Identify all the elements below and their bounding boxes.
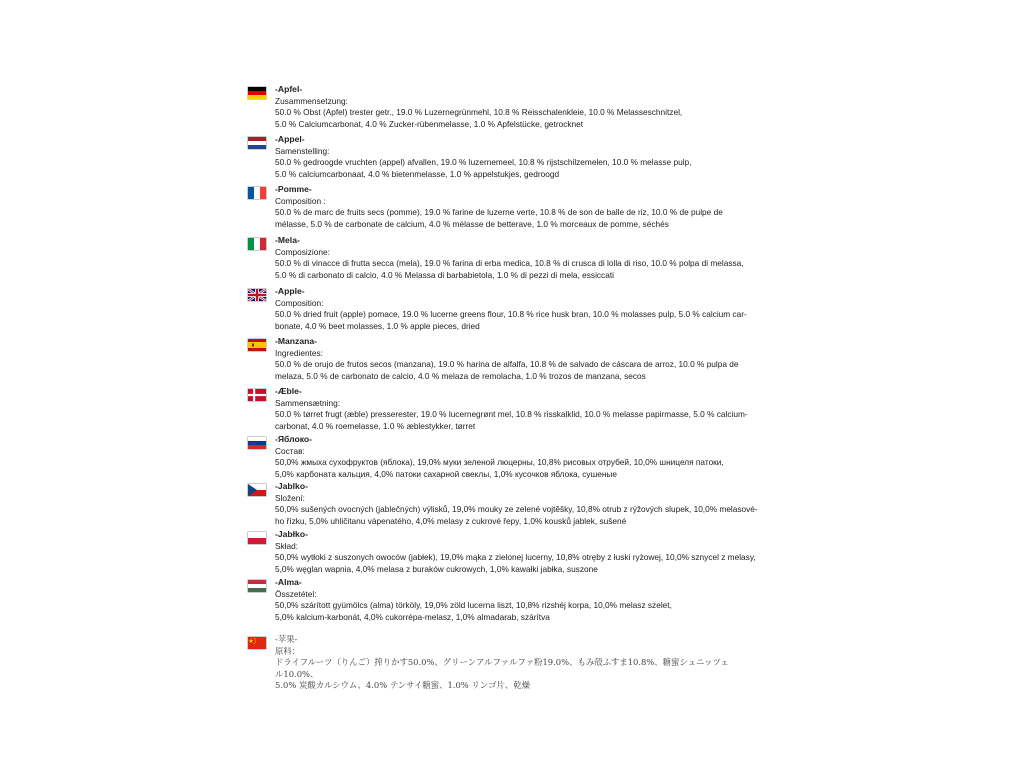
entry-name: -Alma- <box>275 577 302 587</box>
uk-flag-icon <box>248 289 266 301</box>
china-flag-icon <box>248 637 266 649</box>
entry-text-line: 5.0 % Calciumcarbonat, 4.0 % Zucker-rübenmelasse, 1.0 % Apfelstücke, getrocknet <box>275 118 584 129</box>
entry-spanish <box>248 336 778 386</box>
entry-polish <box>248 529 778 577</box>
entry-label: Složení: <box>275 492 305 503</box>
entry-text-line: 50,0% wytłoki z suszonych owoców (jabłek), 19,0% mąka z zielonej lucerny, 10,8% otręby z łuski ryżowej, 10,0% sznycel z melasy, <box>275 552 756 562</box>
entry-dutch <box>248 134 778 184</box>
entry-label: Composition : <box>275 195 326 206</box>
entry-label: Composition: <box>275 297 324 308</box>
entry-text-line: mélasse, 5.0 % de carbonate de calcium, 4.0 % mélasse de betterave, 1.0 % morceaux de pomme, séchés <box>275 218 669 229</box>
entry-text-line: 5,0% карбоната кальция, 4,0% патоки сахарной свеклы, 1,0% кусочков яблока, сушеные <box>275 468 617 479</box>
entry-label: Összetétel: <box>275 588 317 599</box>
entry-name: -Pomme- <box>275 184 312 194</box>
france-flag-icon <box>248 187 266 199</box>
entry-text-line: ドライフルーツ（りんご）搾りかす50.0%、グリーンアルファルファ粉19.0%、もみ殻ふすま10.8%、糖蜜シュニッツェ <box>275 657 729 667</box>
entry-label: Samenstelling: <box>275 145 330 156</box>
entry-text-line: 5.0 % calciumcarbonaat, 4.0 % bietenmelasse, 1.0 % appelstukjes, gedroogd <box>275 168 560 179</box>
russia-flag-icon <box>248 437 266 449</box>
entry-text-line: 50.0 % gedroogde vruchten (appel) afvallen, 19.0 % luzernemeel, 10.8 % rijstschilzemelen, 10.0 % melasse pulp, <box>275 157 692 167</box>
ingredients-document <box>248 84 778 692</box>
entry-english <box>248 286 778 336</box>
entry-text-line: melaza, 5.0 % de carbonato de calcio, 4.0 % melaza de remolacha, 1.0 % trozos de manzana, secos <box>275 370 646 381</box>
denmark-flag-icon <box>248 389 266 401</box>
entry-text-line: ho řízku, 5,0% uhličitanu vápenatého, 4,0% melasy z cukrové řepy, 1,0% kousků jablek, sušené <box>275 515 627 526</box>
entry-name: -Яблоко- <box>275 434 313 444</box>
germany-flag-icon <box>248 87 266 99</box>
entry-name: -Jabłko- <box>275 529 308 539</box>
entry-name: -Apple- <box>275 286 305 296</box>
entry-name: -Apfel- <box>275 84 303 94</box>
entry-label: Состав: <box>275 445 305 456</box>
entry-russian <box>248 434 778 481</box>
entry-label: Skład: <box>275 540 299 551</box>
entry-czech <box>248 481 778 529</box>
entry-danish <box>248 386 778 434</box>
entry-text-line: 50.0 % de marc de fruits secs (pomme), 19.0 % farine de luzerne verte, 10.8 % de son de balle de riz, 10.0 % de pulpe de <box>275 207 723 217</box>
entry-text-line: 50,0% жмыха сухофруктов (яблока), 19,0% муки зеленой люцерны, 10,8% рисовых отрубей, 10,0% шницеля патоки, <box>275 457 724 467</box>
entry-text-line: 50,0% szárított gyümölcs (alma) törköly, 19,0% zöld lucerna liszt, 10,8% rizshéj korpa, 10,0% melasz szelet, <box>275 600 672 610</box>
entry-name: -Manzana- <box>275 336 318 346</box>
entry-text-line: 50.0 % dried fruit (apple) pomace, 19.0 % lucerne greens flour, 10.8 % rice husk bran, 10.0 % molasses pulp, 5.0 % calcium car- <box>275 309 747 319</box>
hungary-flag-icon <box>248 580 266 592</box>
entry-italian <box>248 235 778 286</box>
entry-label: Zusammensetzung: <box>275 95 348 106</box>
entry-hungarian <box>248 577 778 634</box>
poland-flag-icon <box>248 532 266 544</box>
entry-text-line: 50,0% sušených ovocných (jablečných) výlisků, 19,0% mouky ze zelené vojtěšky, 10,8% otrub z rýžových slupek, 10,0% melasové- <box>275 504 758 514</box>
entry-text-line: ル10.0%、 <box>275 668 319 679</box>
entry-name: -苹果- <box>275 634 298 644</box>
entry-text-line: carbonat, 4.0 % roemelasse, 1.0 % æblestykker, tørret <box>275 420 476 431</box>
entry-text-line: 5.0% 炭酸カルシウム、4.0% テンサイ糖蜜、1.0% リンゴ片、乾燥 <box>275 680 531 690</box>
entry-text-line: 50.0 % Obst (Apfel) trester getr., 19.0 % Luzernegrünmehl, 10.8 % Reisschalenkleie, 10.0 % Melasseschnitzel, <box>275 107 683 117</box>
czech-flag-icon <box>248 484 266 496</box>
entry-japanese <box>248 634 778 692</box>
entry-name: -Mela- <box>275 235 300 245</box>
entry-french <box>248 184 778 235</box>
spain-flag-icon <box>248 339 266 351</box>
entry-text-line: 50.0 % de orujo de frutos secos (manzana), 19.0 % harina de alfalfa, 10.8 % de salvado de cáscara de arroz, 10.0 % pulpa de <box>275 359 739 369</box>
entry-german <box>248 84 778 134</box>
entry-label: 原料： <box>275 645 301 656</box>
italy-flag-icon <box>248 238 266 250</box>
entry-text-line: bonate, 4.0 % beet molasses, 1.0 % apple pieces, dried <box>275 320 480 331</box>
entry-text-line: 5.0 % di carbonato di calcio, 4.0 % Melassa di barbabietola, 1.0 % di pezzi di mela, essiccati <box>275 269 614 280</box>
entry-label: Sammensætning: <box>275 397 341 408</box>
entry-text-line: 50.0 % di vinacce di frutta secca (mela), 19.0 % farina di erba medica, 10.8 % di crusca di lolla di riso, 10.0 % polpa di melassa, <box>275 258 744 268</box>
entry-name: -Jablko- <box>275 481 308 491</box>
entry-text-line: 50.0 % tørret frugt (æble) presserester, 19.0 % lucernegrønt mel, 10.8 % risskalklid, 10.0 % melasse papirmasse, 5.0 % calcium- <box>275 409 748 419</box>
entry-name: -Æble- <box>275 386 302 396</box>
netherlands-flag-icon <box>248 137 266 149</box>
entry-name: -Appel- <box>275 134 305 144</box>
entry-text-line: 5,0% kalcium-karbonát, 4,0% cukorrépa-melasz, 1,0% almadarab, szárítva <box>275 611 550 622</box>
entry-text-line: 5,0% węglan wapnia, 4,0% melasa z buraków cukrowych, 1,0% kawałki jabłka, suszone <box>275 563 598 574</box>
entry-label: Composizione: <box>275 246 330 257</box>
entry-label: Ingredientes: <box>275 347 323 358</box>
